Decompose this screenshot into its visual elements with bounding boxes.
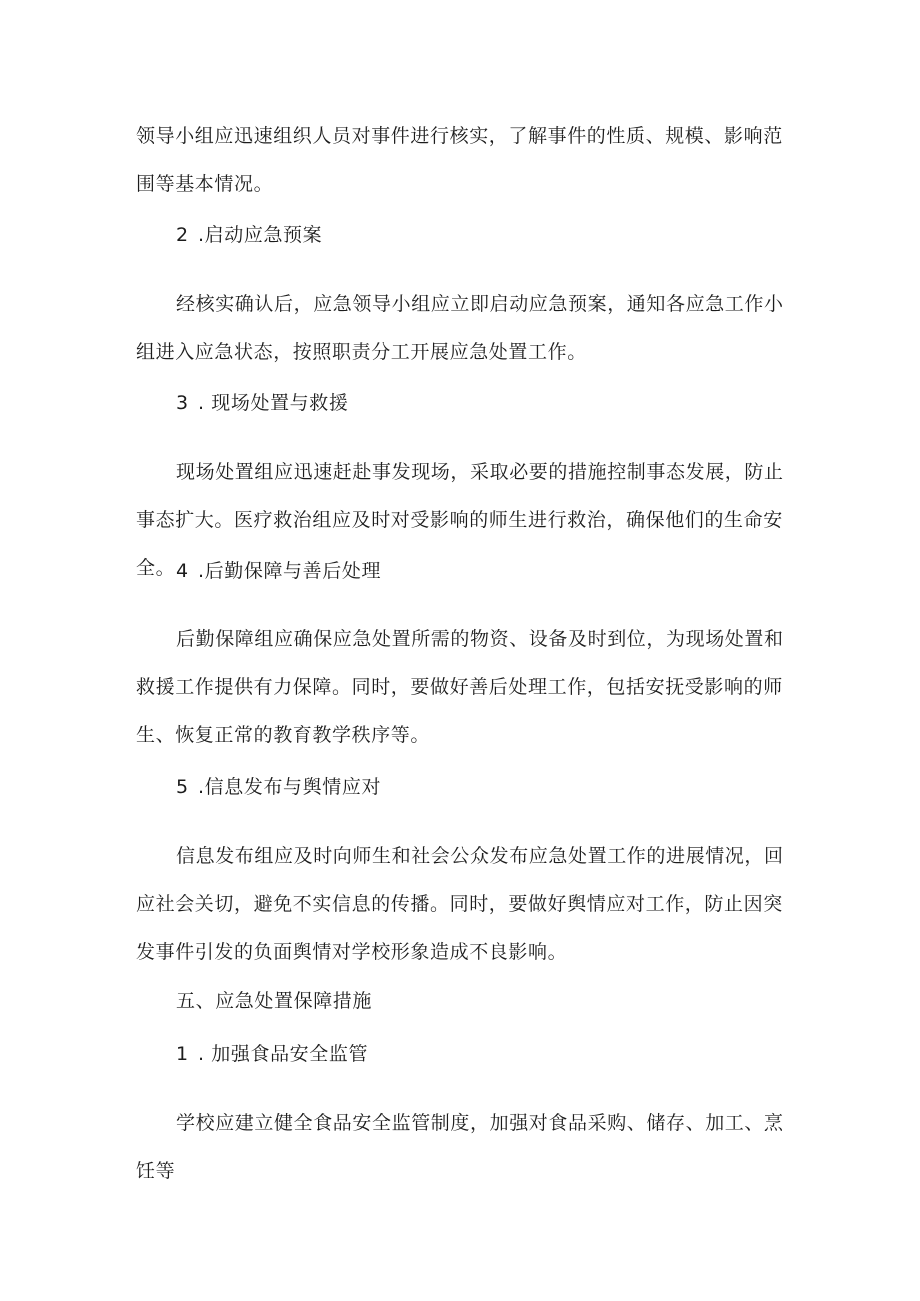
heading-3: [176, 387, 348, 419]
heading-s5-1-number: 1: [176, 1043, 189, 1065]
heading-3-number: 3: [176, 392, 189, 414]
heading-2-title: .启动应急预案: [198, 224, 323, 246]
heading-2-number: 2: [176, 224, 189, 246]
paragraph-2: 经核实确认后，应急领导小组应立即启动应急预案，通知各应急工作小组进入应急状态，按照职责分工开展应急处置工作。: [136, 293, 784, 363]
heading-2: [176, 219, 322, 251]
paragraph-3: 现场处置组应迅速赶赴事发现场，采取必要的措施控制事态发展，防止事态扩大。医疗救治组应及时对受影响的师生进行救治，确保他们的生命安全。: [136, 461, 784, 579]
heading-s5-1: [176, 1038, 368, 1070]
paragraph-s5-1: 学校应建立健全食品安全监管制度，加强对食品采购、储存、加工、烹饪等: [136, 1112, 784, 1182]
heading-5-title: .信息发布与舆情应对: [198, 776, 382, 798]
heading-4-title: .后勤保障与善后处理: [198, 560, 382, 582]
paragraph-continued: 领导小组应迅速组织人员对事件进行核实，了解事件的性质、规模、影响范围等基本情况。: [136, 125, 783, 195]
heading-4: [176, 555, 381, 587]
paragraph-4: 后勤保障组应确保应急处置所需的物资、设备及时到位，为现场处置和救援工作提供有力保障。同时，要做好善后处理工作，包括安抚受影响的师生、恢复正常的教育教学秩序等。: [136, 628, 784, 746]
heading-s5-1-title: . 加强食品安全监管: [198, 1043, 369, 1065]
paragraph-5: 信息发布组应及时向师生和社会公众发布应急处置工作的进展情况，回应社会关切，避免不实信息的传播。同时，要做好舆情应对工作，防止因突发事件引发的负面舆情对学校形象造成不良影响。: [136, 845, 784, 963]
heading-4-number: 4: [176, 560, 189, 582]
section-5-title: 五、应急处置保障措施: [176, 990, 373, 1012]
heading-3-title: . 现场处置与救援: [198, 392, 349, 414]
heading-5: [176, 771, 381, 803]
heading-5-number: 5: [176, 776, 189, 798]
